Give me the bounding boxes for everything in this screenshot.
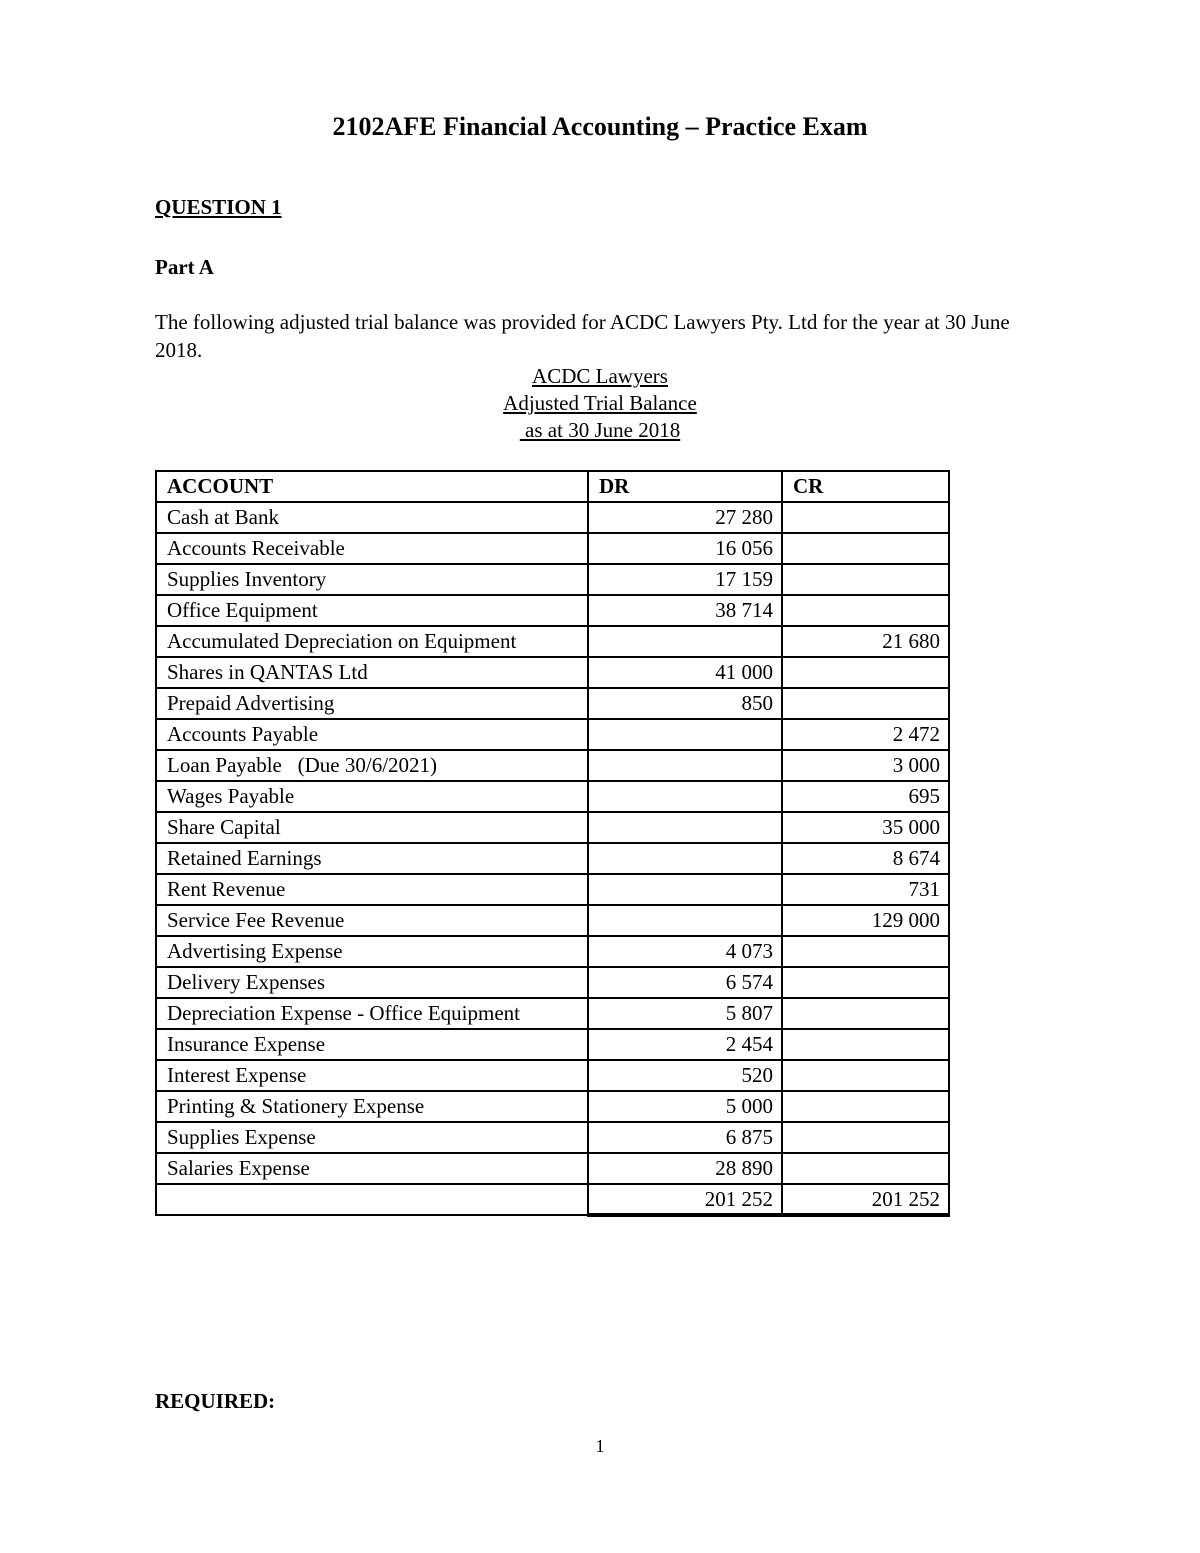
table-row	[156, 688, 949, 719]
cell-cr: 695	[782, 781, 949, 812]
cell-cr: 8 674	[782, 843, 949, 874]
page-number: 1	[595, 1436, 605, 1456]
statement-date: as at 30 June 2018	[519, 418, 681, 442]
table-row	[156, 657, 949, 688]
cell-cr: 3 000	[782, 750, 949, 781]
cell-dr: 2 454	[588, 1029, 782, 1060]
cell-cr	[782, 1091, 949, 1122]
cell-dr: 201 252	[588, 1184, 782, 1215]
cell-cr	[782, 1060, 949, 1091]
cell-dr: 28 890	[588, 1153, 782, 1184]
cell-dr: 520	[588, 1060, 782, 1091]
page-title: 2102AFE Financial Accounting – Practice Exam	[332, 112, 868, 141]
table-row	[156, 564, 949, 595]
cell-dr: 5 807	[588, 998, 782, 1029]
cell-cr	[782, 533, 949, 564]
cell-cr	[782, 998, 949, 1029]
cell-cr	[782, 1122, 949, 1153]
cell-account: Insurance Expense	[156, 1029, 588, 1060]
cell-account: Salaries Expense	[156, 1153, 588, 1184]
cell-dr	[588, 874, 782, 905]
cell-account: Shares in QANTAS Ltd	[156, 657, 588, 688]
cell-account: Delivery Expenses	[156, 967, 588, 998]
intro-paragraph: The following adjusted trial balance was provided for ACDC Lawyers Pty. Ltd for the year at 30 June 2018.	[155, 310, 1010, 362]
table-row	[156, 719, 949, 750]
table-row	[156, 502, 949, 533]
table-row	[156, 626, 949, 657]
cell-dr	[588, 719, 782, 750]
cell-dr: 4 073	[588, 936, 782, 967]
table-row	[156, 1184, 949, 1215]
cell-cr: 21 680	[782, 626, 949, 657]
table-row	[156, 905, 949, 936]
cell-account: Accumulated Depreciation on Equipment	[156, 626, 588, 657]
statement-company: ACDC Lawyers	[532, 364, 668, 388]
cell-account: Supplies Inventory	[156, 564, 588, 595]
cell-cr: 35 000	[782, 812, 949, 843]
table-body	[156, 502, 949, 1215]
cell-dr: 16 056	[588, 533, 782, 564]
cell-cr: 129 000	[782, 905, 949, 936]
table-row	[156, 1029, 949, 1060]
statement-header	[0, 363, 1200, 444]
cell-cr	[782, 1029, 949, 1060]
table-row	[156, 998, 949, 1029]
part-heading: Part A	[155, 255, 214, 279]
cell-dr	[588, 626, 782, 657]
table-row	[156, 750, 949, 781]
table-header-row	[156, 471, 949, 502]
cell-dr: 5 000	[588, 1091, 782, 1122]
cell-dr: 850	[588, 688, 782, 719]
table-row	[156, 595, 949, 626]
table-row	[156, 1091, 949, 1122]
cell-account: Rent Revenue	[156, 874, 588, 905]
cell-cr	[782, 936, 949, 967]
table-row	[156, 936, 949, 967]
cell-account: Accounts Receivable	[156, 533, 588, 564]
cell-account: Accounts Payable	[156, 719, 588, 750]
cell-account: Interest Expense	[156, 1060, 588, 1091]
cell-account: Depreciation Expense - Office Equipment	[156, 998, 588, 1029]
table-row	[156, 874, 949, 905]
cell-cr	[782, 688, 949, 719]
cell-account: Printing & Stationery Expense	[156, 1091, 588, 1122]
cell-dr	[588, 843, 782, 874]
statement-name: Adjusted Trial Balance	[503, 391, 697, 415]
cell-account: Retained Earnings	[156, 843, 588, 874]
cell-cr	[782, 595, 949, 626]
cell-account: Prepaid Advertising	[156, 688, 588, 719]
cell-cr: 2 472	[782, 719, 949, 750]
table-row	[156, 812, 949, 843]
table-row	[156, 1060, 949, 1091]
trial-balance-table	[155, 470, 950, 1217]
cell-cr	[782, 502, 949, 533]
table-row	[156, 533, 949, 564]
table-row	[156, 1122, 949, 1153]
cell-account: Office Equipment	[156, 595, 588, 626]
cell-cr: 731	[782, 874, 949, 905]
table-row	[156, 967, 949, 998]
cell-dr: 27 280	[588, 502, 782, 533]
required-heading: REQUIRED:	[155, 1389, 276, 1413]
cell-dr	[588, 750, 782, 781]
header-dr: DR	[588, 471, 782, 502]
cell-account: Cash at Bank	[156, 502, 588, 533]
cell-dr	[588, 905, 782, 936]
cell-dr: 41 000	[588, 657, 782, 688]
cell-account: Supplies Expense	[156, 1122, 588, 1153]
table-row	[156, 781, 949, 812]
cell-dr	[588, 781, 782, 812]
cell-account: Advertising Expense	[156, 936, 588, 967]
cell-dr: 6 574	[588, 967, 782, 998]
cell-dr: 38 714	[588, 595, 782, 626]
question-heading: QUESTION 1	[155, 195, 282, 219]
cell-account: Wages Payable	[156, 781, 588, 812]
cell-account	[156, 1184, 588, 1215]
cell-cr	[782, 967, 949, 998]
table-row	[156, 1153, 949, 1184]
cell-cr	[782, 564, 949, 595]
cell-dr: 6 875	[588, 1122, 782, 1153]
header-cr: CR	[782, 471, 949, 502]
cell-dr: 17 159	[588, 564, 782, 595]
cell-cr: 201 252	[782, 1184, 949, 1215]
cell-cr	[782, 1153, 949, 1184]
table-row	[156, 843, 949, 874]
cell-cr	[782, 657, 949, 688]
cell-account: Service Fee Revenue	[156, 905, 588, 936]
header-account: ACCOUNT	[156, 471, 588, 502]
cell-account: Share Capital	[156, 812, 588, 843]
cell-dr	[588, 812, 782, 843]
cell-account: Loan Payable (Due 30/6/2021)	[156, 750, 588, 781]
